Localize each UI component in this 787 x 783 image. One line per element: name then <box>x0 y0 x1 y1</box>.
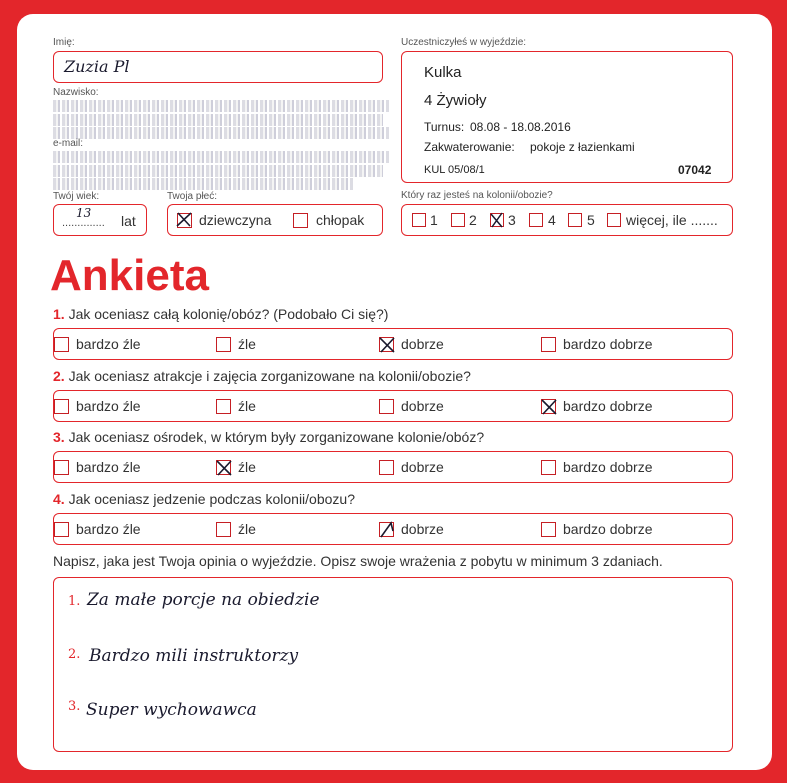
survey-sheet <box>17 14 772 770</box>
opinion-line-1: Za małe porcje na obiedzie <box>87 590 320 610</box>
survey-title: Ankieta <box>50 251 209 300</box>
age-dots: .............. <box>62 217 105 229</box>
name-label: Imię: <box>53 37 75 48</box>
email-label: e-mail: <box>53 138 84 149</box>
check-x-mark-icon <box>175 208 197 230</box>
times-checkbox-2[interactable] <box>451 213 465 227</box>
option-label: źle <box>238 521 256 537</box>
camp-subtitle: 4 Żywioły <box>424 92 487 109</box>
times-checkbox-4[interactable] <box>529 213 543 227</box>
option-label: dobrze <box>401 336 444 352</box>
option-label: źle <box>238 398 256 414</box>
age-field[interactable] <box>53 204 147 236</box>
option-label: źle <box>238 336 256 352</box>
option-checkbox[interactable] <box>54 460 69 475</box>
camp-name: Kulka <box>424 64 462 81</box>
question-3-title <box>53 429 484 445</box>
option-label: dobrze <box>401 398 444 414</box>
option-label: bardzo źle <box>76 336 141 352</box>
check-x-mark-icon <box>539 396 561 418</box>
option-label: bardzo dobrze <box>563 336 653 352</box>
name-value: Zuzia Pl <box>64 57 130 76</box>
option-checkbox[interactable] <box>54 399 69 414</box>
question-1-options <box>53 328 733 360</box>
times-checkbox-more[interactable] <box>607 213 621 227</box>
option-label: dobrze <box>401 459 444 475</box>
accommodation-value: pokoje z łazienkami <box>530 140 635 154</box>
question-1-title <box>53 306 388 322</box>
times-checkbox-1[interactable] <box>412 213 426 227</box>
option-label: bardzo źle <box>76 459 141 475</box>
option-checkbox[interactable] <box>216 522 231 537</box>
question-number: 1. <box>53 306 65 322</box>
question-text: Jak oceniasz całą kolonię/obóz? (Podobało Ci się?) <box>68 306 389 322</box>
opinion-box[interactable] <box>53 577 733 752</box>
option-checkbox[interactable] <box>541 337 556 352</box>
option-label: dobrze <box>401 521 444 537</box>
check-x-mark-icon <box>214 457 236 479</box>
check-x-mark-icon <box>377 519 399 541</box>
option-checkbox[interactable] <box>379 460 394 475</box>
question-number: 2. <box>53 368 65 384</box>
option-label: bardzo źle <box>76 398 141 414</box>
times-option-1: 1 <box>430 212 438 228</box>
option-checkbox[interactable] <box>216 337 231 352</box>
gender-option-girl: dziewczyna <box>199 212 272 228</box>
option-label: bardzo dobrze <box>563 398 653 414</box>
gender-checkbox-boy[interactable] <box>293 213 308 228</box>
option-checkbox[interactable] <box>54 337 69 352</box>
age-unit: lat <box>121 213 136 229</box>
age-label: Twój wiek: <box>53 191 100 202</box>
times-label: Który raz jesteś na kolonii/obozie? <box>401 190 553 201</box>
name-field[interactable] <box>53 51 383 83</box>
times-option-5: 5 <box>587 212 595 228</box>
times-option-more: więcej, ile ....... <box>626 212 718 228</box>
question-number: 4. <box>53 491 65 507</box>
option-checkbox[interactable] <box>216 399 231 414</box>
question-text: Jak oceniasz atrakcje i zajęcia zorganizowane na kolonii/obozie? <box>68 368 471 384</box>
camp-code: KUL 05/08/1 <box>424 164 485 176</box>
times-option-4: 4 <box>548 212 556 228</box>
gender-field <box>167 204 383 236</box>
times-option-3: 3 <box>508 212 516 228</box>
turnus-label: Turnus: <box>424 120 465 134</box>
option-label: źle <box>238 459 256 475</box>
age-value: 13 <box>76 206 92 220</box>
question-2-title <box>53 368 471 384</box>
option-checkbox[interactable] <box>54 522 69 537</box>
opinion-line-3: Super wychowawca <box>86 700 257 720</box>
accommodation-label: Zakwaterowanie: <box>424 140 515 154</box>
gender-option-boy: chłopak <box>316 212 365 228</box>
question-text: Jak oceniasz jedzenie podczas kolonii/obozu? <box>68 491 355 507</box>
option-label: bardzo dobrze <box>563 521 653 537</box>
option-label: bardzo dobrze <box>563 459 653 475</box>
question-4-title <box>53 491 355 507</box>
gender-label: Twoja płeć: <box>167 191 218 202</box>
opinion-num-1: 1. <box>68 594 81 609</box>
participant-label: Uczestniczyłeś w wyjeździe: <box>401 37 527 48</box>
check-x-mark-icon <box>377 334 399 356</box>
opinion-prompt: Napisz, jaka jest Twoja opinia o wyjeździe. Opisz swoje wrażenia z pobytu w minimum 3 zdaniach. <box>53 553 663 569</box>
times-field <box>401 204 733 236</box>
question-2-options <box>53 390 733 422</box>
question-4-options <box>53 513 733 545</box>
option-checkbox[interactable] <box>379 399 394 414</box>
camp-number: 07042 <box>678 163 712 177</box>
question-3-options <box>53 451 733 483</box>
option-checkbox[interactable] <box>541 522 556 537</box>
opinion-num-2: 2. <box>68 647 81 662</box>
times-checkbox-5[interactable] <box>568 213 582 227</box>
check-x-mark-icon <box>488 209 510 231</box>
option-label: bardzo źle <box>76 521 141 537</box>
times-option-2: 2 <box>469 212 477 228</box>
turnus-value: 08.08 - 18.08.2016 <box>470 120 571 134</box>
participant-box <box>401 51 733 183</box>
question-number: 3. <box>53 429 65 445</box>
surname-label: Nazwisko: <box>53 87 99 98</box>
option-checkbox[interactable] <box>541 460 556 475</box>
opinion-num-3: 3. <box>68 699 81 714</box>
question-text: Jak oceniasz ośrodek, w którym były zorganizowane kolonie/obóz? <box>68 429 485 445</box>
opinion-line-2: Bardzo mili instruktorzy <box>89 646 299 666</box>
